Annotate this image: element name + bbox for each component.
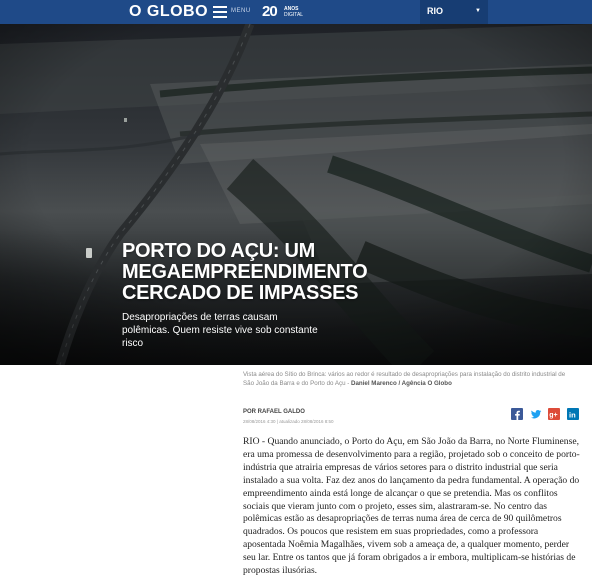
site-logo[interactable]: O GLOBO — [129, 3, 209, 20]
svg-text:g+: g+ — [549, 412, 558, 419]
author-byline[interactable]: POR RAFAEL GALDO — [243, 409, 305, 415]
caption-text: Vista aérea do Sítio do Brinca: vários ao redor é resultado de desapropriações para instalação do distrito industrial de São João da Barra e do Porto do Açu - — [243, 371, 566, 387]
region-selector[interactable] — [420, 0, 488, 24]
share-twitter-button[interactable] — [530, 408, 542, 420]
image-caption — [243, 370, 573, 388]
article-subheadline: Desapropriações de terras causam polêmicas. Quem resiste vive sob constante risco — [122, 312, 318, 349]
twitter-icon — [530, 408, 542, 420]
top-navigation-bar — [0, 0, 592, 24]
article-body: RIO - Quando anunciado, o Porto do Açu, em São João da Barra, no Norte Fluminense, era uma promessa de desenvolvimento para a região, projetado sob o conceito de porto-indústria que atrairia empresas de vários setores para o distrito industrial que seria instalado a sua volta. Faz dez anos do lançamento da pedra fundamental. A operação do empreendimento ainda está longe de alcançar o que se pretendia. Mas os conflitos sociais que vieram junto com o projeto, esses sim, alastraram-se. No centro das polêmicas estão as desapropriações de terras numa área de cerca de 90 quilômetros quadrados. Os poucos que resistem em suas propriedades, como a professora aposentada Noêmia Magalhães, vivem sob a ameaça de, a qualquer momento, perder seu lar. Entre os tantos que já foram obrigados a ir embora, multiplicam-se histórias de propostas ilusórias. — [243, 436, 580, 577]
share-googleplus-button[interactable] — [548, 408, 560, 420]
chevron-down-icon: ▼ — [475, 8, 481, 14]
menu-button[interactable] — [213, 4, 253, 20]
region-label: RIO — [427, 6, 444, 16]
publish-dates: 28/08/2016 4:30 | atualizado 28/08/2016 8:50 — [243, 419, 334, 424]
facebook-icon — [511, 408, 523, 420]
svg-text:in: in — [569, 410, 576, 420]
photo-credit: Daniel Marenco / Agência O Globo — [351, 380, 452, 387]
share-facebook-button[interactable] — [511, 408, 523, 420]
linkedin-icon — [567, 408, 579, 420]
anniversary-logo[interactable] — [262, 3, 312, 21]
hero-image — [0, 24, 592, 365]
anniversary-number: 20 — [262, 3, 277, 20]
article-headline: PORTO DO AÇU: UM MEGAEMPREENDIMENTO CERCADO DE IMPASSES — [122, 240, 368, 304]
share-linkedin-button[interactable] — [567, 408, 579, 420]
anniversary-label-line2: DIGITAL — [284, 12, 304, 18]
menu-label: MENU — [231, 8, 251, 14]
anniversary-label-line1: ANOS — [284, 6, 299, 12]
hamburger-icon — [213, 6, 227, 18]
googleplus-icon — [548, 408, 560, 420]
